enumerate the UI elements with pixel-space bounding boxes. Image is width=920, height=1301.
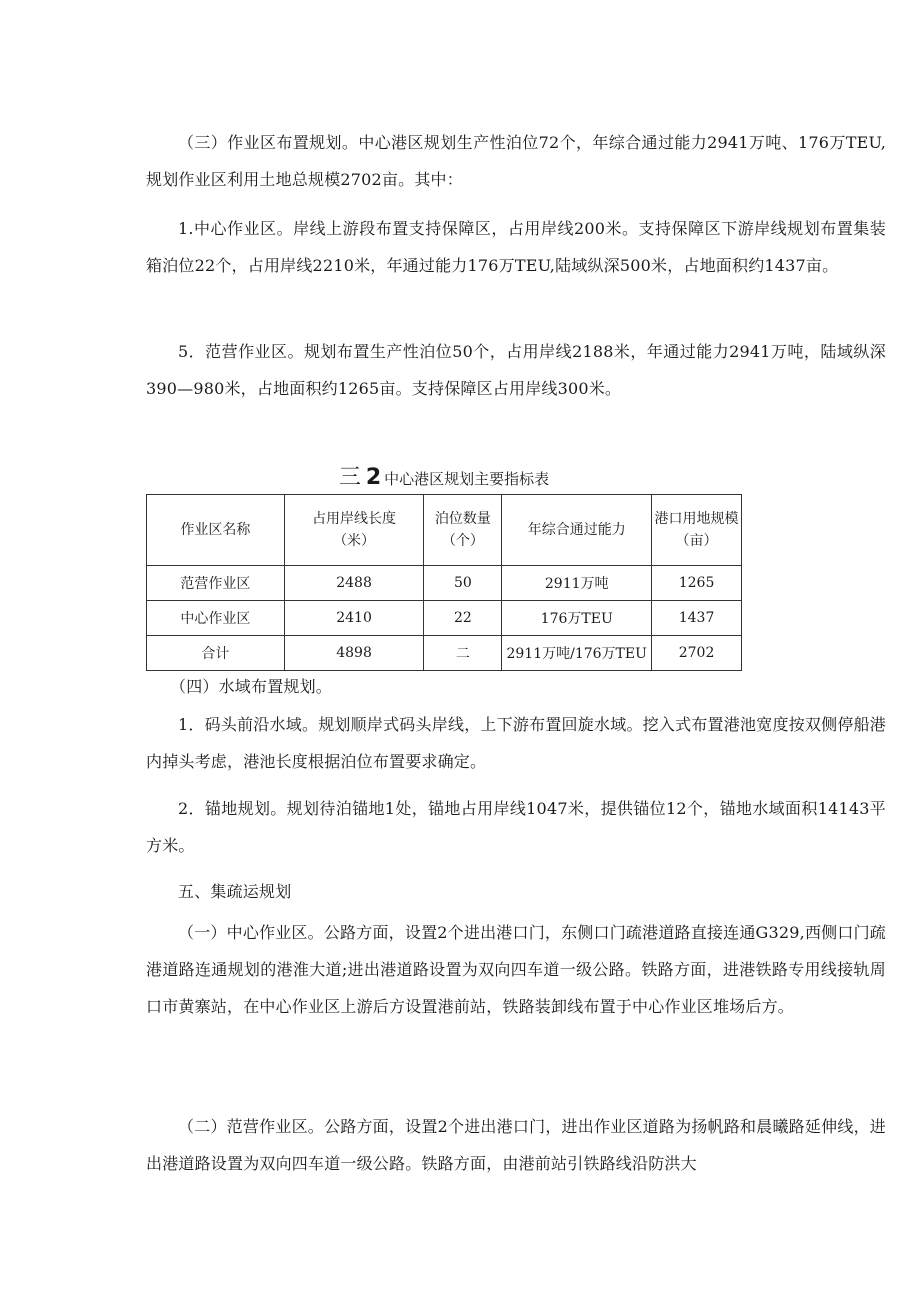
table-caption-number: 2 <box>365 465 382 490</box>
table-caption <box>146 463 742 494</box>
paragraph-fanying-transport: （二）范营作业区。公路方面，设置2个进出港口门，进出作业区道路为扬帆路和晨曦路延伸线，进出港道路设置为双向四车道一级公路。铁路方面，由港前站引铁路线沿防洪大 <box>146 1117 886 1173</box>
cell-berths: 22 <box>424 601 502 636</box>
table-header-row <box>147 495 742 566</box>
cell-berths: 二 <box>424 636 502 671</box>
cell-land: 2702 <box>652 636 742 671</box>
header-berths: 泊位数量 （个） <box>424 495 502 566</box>
paragraph-water-layout: （四）水域布置规划。 <box>170 677 333 696</box>
table-row <box>147 566 742 601</box>
table-row-total <box>147 636 742 671</box>
cell-land: 1437 <box>652 601 742 636</box>
header-land: 港口用地规模 （亩） <box>652 495 742 566</box>
cell-capacity: 2911万吨/176万TEU <box>502 636 652 671</box>
indicator-table <box>146 494 742 671</box>
header-zone: 作业区名称 <box>147 495 285 566</box>
cell-zone: 中心作业区 <box>147 601 285 636</box>
cell-land: 1265 <box>652 566 742 601</box>
table-row <box>147 601 742 636</box>
cell-berths: 50 <box>424 566 502 601</box>
cell-zone: 合计 <box>147 636 285 671</box>
section-heading-collection: 五、集疏运规划 <box>178 882 292 901</box>
paragraph-anchorage: 2．锚地规划。规划待泊锚地1处，锚地占用岸线1047米，提供锚位12个，锚地水域面积14143平方米。 <box>146 799 886 855</box>
cell-shoreline: 4898 <box>284 636 424 671</box>
header-capacity: 年综合通过能力 <box>502 495 652 566</box>
cell-shoreline: 2488 <box>284 566 424 601</box>
paragraph-central-transport: （一）中心作业区。公路方面，设置2个进出港口门，东侧口门疏港道路直接连通G329,西侧口门疏港道路连通规划的港淮大道;进出港道路设置为双向四车道一级公路。铁路方面，进港铁路专用线接轨周口市黄寨站，在中心作业区上游后方设置港前站，铁路装卸线布置于中心作业区堆场后方。 <box>146 923 886 1016</box>
paragraph-wharf-waters: 1．码头前沿水域。规划顺岸式码头岸线，上下游布置回旋水域。挖入式布置港池宽度按双侧停船港内掉头考虑，港池长度根据泊位布置要求确定。 <box>146 715 886 771</box>
cell-capacity: 176万TEU <box>502 601 652 636</box>
paragraph-central-zone: 1.中心作业区。岸线上游段布置支持保障区，占用岸线200米。支持保障区下游岸线规划布置集装箱泊位22个，占用岸线2210米，年通过能力176万TEU,陆域纵深500米，占地面积约1437亩。 <box>146 219 886 275</box>
cell-shoreline: 2410 <box>284 601 424 636</box>
cell-zone: 范营作业区 <box>147 566 285 601</box>
cell-capacity: 2911万吨 <box>502 566 652 601</box>
paragraph-fanying-zone: 5．范营作业区。规划布置生产性泊位50个，占用岸线2188米，年通过能力2941万吨，陆域纵深390—980米，占地面积约1265亩。支持保障区占用岸线300米。 <box>146 342 886 398</box>
table-caption-prefix: 三 <box>338 465 361 490</box>
header-shoreline: 占用岸线长度 （米） <box>284 495 424 566</box>
table-caption-title: 中心港区规划主要指标表 <box>384 470 550 488</box>
paragraph-zone-layout: （三）作业区布置规划。中心港区规划生产性泊位72个，年综合通过能力2941万吨、176万TEU,规划作业区利用土地总规模2702亩。其中： <box>146 133 886 189</box>
